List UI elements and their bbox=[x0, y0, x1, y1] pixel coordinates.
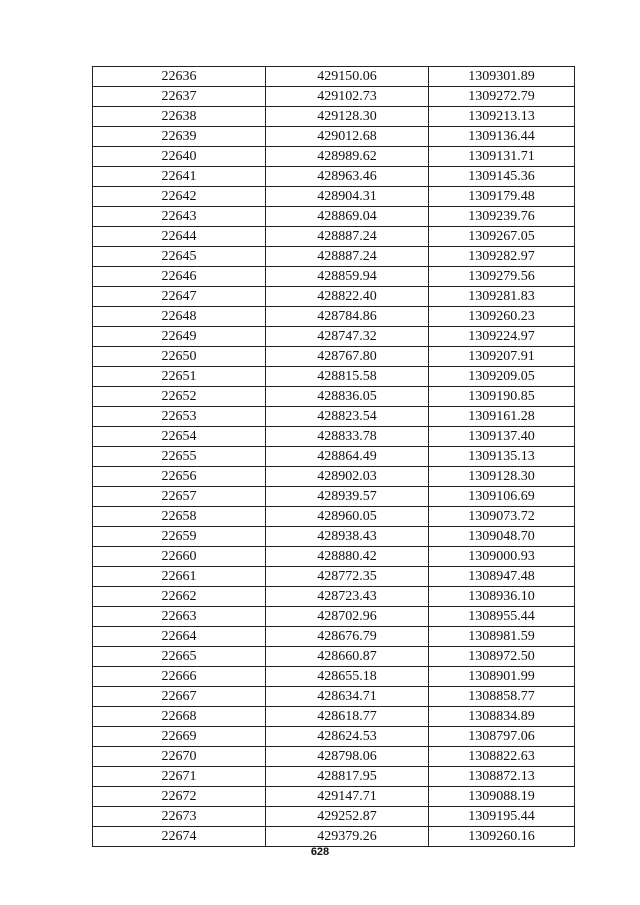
y-coordinate-cell: 1309224.97 bbox=[429, 327, 575, 347]
table-row bbox=[93, 427, 575, 447]
table-row bbox=[93, 267, 575, 287]
y-coordinate-cell: 1309106.69 bbox=[429, 487, 575, 507]
y-coordinate-cell: 1308947.48 bbox=[429, 567, 575, 587]
x-coordinate-cell: 429379.26 bbox=[266, 827, 429, 847]
point-id-cell: 22669 bbox=[93, 727, 266, 747]
y-coordinate-cell: 1308972.50 bbox=[429, 647, 575, 667]
x-coordinate-cell: 428723.43 bbox=[266, 587, 429, 607]
x-coordinate-cell: 428815.58 bbox=[266, 367, 429, 387]
point-id-cell: 22650 bbox=[93, 347, 266, 367]
x-coordinate-cell: 429252.87 bbox=[266, 807, 429, 827]
table-row bbox=[93, 347, 575, 367]
table-row bbox=[93, 167, 575, 187]
point-id-cell: 22661 bbox=[93, 567, 266, 587]
table-row bbox=[93, 807, 575, 827]
table-row bbox=[93, 607, 575, 627]
point-id-cell: 22639 bbox=[93, 127, 266, 147]
table-row bbox=[93, 327, 575, 347]
point-id-cell: 22665 bbox=[93, 647, 266, 667]
x-coordinate-cell: 428702.96 bbox=[266, 607, 429, 627]
x-coordinate-cell: 429150.06 bbox=[266, 67, 429, 87]
x-coordinate-cell: 428823.54 bbox=[266, 407, 429, 427]
x-coordinate-cell: 428634.71 bbox=[266, 687, 429, 707]
x-coordinate-cell: 428784.86 bbox=[266, 307, 429, 327]
point-id-cell: 22674 bbox=[93, 827, 266, 847]
table-row bbox=[93, 447, 575, 467]
point-id-cell: 22649 bbox=[93, 327, 266, 347]
table-row bbox=[93, 287, 575, 307]
table-row bbox=[93, 627, 575, 647]
point-id-cell: 22660 bbox=[93, 547, 266, 567]
y-coordinate-cell: 1309301.89 bbox=[429, 67, 575, 87]
point-id-cell: 22647 bbox=[93, 287, 266, 307]
y-coordinate-cell: 1308955.44 bbox=[429, 607, 575, 627]
y-coordinate-cell: 1309260.16 bbox=[429, 827, 575, 847]
x-coordinate-cell: 429012.68 bbox=[266, 127, 429, 147]
point-id-cell: 22666 bbox=[93, 667, 266, 687]
table-row bbox=[93, 127, 575, 147]
table-row bbox=[93, 507, 575, 527]
table-row bbox=[93, 407, 575, 427]
y-coordinate-cell: 1309213.13 bbox=[429, 107, 575, 127]
table-row bbox=[93, 827, 575, 847]
coordinate-table bbox=[92, 66, 575, 847]
y-coordinate-cell: 1309272.79 bbox=[429, 87, 575, 107]
x-coordinate-cell: 428939.57 bbox=[266, 487, 429, 507]
x-coordinate-cell: 428767.80 bbox=[266, 347, 429, 367]
point-id-cell: 22636 bbox=[93, 67, 266, 87]
table-row bbox=[93, 647, 575, 667]
y-coordinate-cell: 1309279.56 bbox=[429, 267, 575, 287]
point-id-cell: 22645 bbox=[93, 247, 266, 267]
point-id-cell: 22668 bbox=[93, 707, 266, 727]
point-id-cell: 22673 bbox=[93, 807, 266, 827]
x-coordinate-cell: 429147.71 bbox=[266, 787, 429, 807]
x-coordinate-cell: 428660.87 bbox=[266, 647, 429, 667]
point-id-cell: 22643 bbox=[93, 207, 266, 227]
x-coordinate-cell: 428836.05 bbox=[266, 387, 429, 407]
table-row bbox=[93, 387, 575, 407]
x-coordinate-cell: 429128.30 bbox=[266, 107, 429, 127]
table-row bbox=[93, 667, 575, 687]
table-row bbox=[93, 767, 575, 787]
x-coordinate-cell: 428859.94 bbox=[266, 267, 429, 287]
y-coordinate-cell: 1308936.10 bbox=[429, 587, 575, 607]
table-row bbox=[93, 307, 575, 327]
y-coordinate-cell: 1308858.77 bbox=[429, 687, 575, 707]
y-coordinate-cell: 1309131.71 bbox=[429, 147, 575, 167]
table-row bbox=[93, 467, 575, 487]
y-coordinate-cell: 1309260.23 bbox=[429, 307, 575, 327]
y-coordinate-cell: 1309267.05 bbox=[429, 227, 575, 247]
table-row bbox=[93, 487, 575, 507]
y-coordinate-cell: 1308872.13 bbox=[429, 767, 575, 787]
y-coordinate-cell: 1309179.48 bbox=[429, 187, 575, 207]
y-coordinate-cell: 1309282.97 bbox=[429, 247, 575, 267]
point-id-cell: 22658 bbox=[93, 507, 266, 527]
point-id-cell: 22651 bbox=[93, 367, 266, 387]
point-id-cell: 22653 bbox=[93, 407, 266, 427]
x-coordinate-cell: 428989.62 bbox=[266, 147, 429, 167]
x-coordinate-cell: 428618.77 bbox=[266, 707, 429, 727]
point-id-cell: 22670 bbox=[93, 747, 266, 767]
x-coordinate-cell: 428880.42 bbox=[266, 547, 429, 567]
y-coordinate-cell: 1309195.44 bbox=[429, 807, 575, 827]
x-coordinate-cell: 428963.46 bbox=[266, 167, 429, 187]
table-row bbox=[93, 547, 575, 567]
y-coordinate-cell: 1309209.05 bbox=[429, 367, 575, 387]
x-coordinate-cell: 428655.18 bbox=[266, 667, 429, 687]
table-row bbox=[93, 87, 575, 107]
coordinate-table-body bbox=[93, 67, 575, 847]
table-row bbox=[93, 587, 575, 607]
y-coordinate-cell: 1309281.83 bbox=[429, 287, 575, 307]
y-coordinate-cell: 1308822.63 bbox=[429, 747, 575, 767]
x-coordinate-cell: 428887.24 bbox=[266, 227, 429, 247]
table-row bbox=[93, 67, 575, 87]
table-row bbox=[93, 707, 575, 727]
point-id-cell: 22646 bbox=[93, 267, 266, 287]
point-id-cell: 22644 bbox=[93, 227, 266, 247]
point-id-cell: 22641 bbox=[93, 167, 266, 187]
x-coordinate-cell: 428887.24 bbox=[266, 247, 429, 267]
table-row bbox=[93, 147, 575, 167]
point-id-cell: 22655 bbox=[93, 447, 266, 467]
x-coordinate-cell: 428772.35 bbox=[266, 567, 429, 587]
table-row bbox=[93, 747, 575, 767]
point-id-cell: 22662 bbox=[93, 587, 266, 607]
point-id-cell: 22642 bbox=[93, 187, 266, 207]
y-coordinate-cell: 1309239.76 bbox=[429, 207, 575, 227]
y-coordinate-cell: 1308901.99 bbox=[429, 667, 575, 687]
point-id-cell: 22657 bbox=[93, 487, 266, 507]
point-id-cell: 22671 bbox=[93, 767, 266, 787]
y-coordinate-cell: 1308981.59 bbox=[429, 627, 575, 647]
y-coordinate-cell: 1309161.28 bbox=[429, 407, 575, 427]
x-coordinate-cell: 428817.95 bbox=[266, 767, 429, 787]
table-row bbox=[93, 247, 575, 267]
x-coordinate-cell: 428938.43 bbox=[266, 527, 429, 547]
page-number: 628 bbox=[310, 846, 330, 858]
y-coordinate-cell: 1309135.13 bbox=[429, 447, 575, 467]
y-coordinate-cell: 1309128.30 bbox=[429, 467, 575, 487]
x-coordinate-cell: 429102.73 bbox=[266, 87, 429, 107]
y-coordinate-cell: 1308834.89 bbox=[429, 707, 575, 727]
table-row bbox=[93, 187, 575, 207]
point-id-cell: 22648 bbox=[93, 307, 266, 327]
x-coordinate-cell: 428960.05 bbox=[266, 507, 429, 527]
x-coordinate-cell: 428747.32 bbox=[266, 327, 429, 347]
x-coordinate-cell: 428798.06 bbox=[266, 747, 429, 767]
y-coordinate-cell: 1309137.40 bbox=[429, 427, 575, 447]
x-coordinate-cell: 428676.79 bbox=[266, 627, 429, 647]
y-coordinate-cell: 1309073.72 bbox=[429, 507, 575, 527]
x-coordinate-cell: 428864.49 bbox=[266, 447, 429, 467]
y-coordinate-cell: 1309136.44 bbox=[429, 127, 575, 147]
x-coordinate-cell: 428833.78 bbox=[266, 427, 429, 447]
point-id-cell: 22637 bbox=[93, 87, 266, 107]
table-row bbox=[93, 727, 575, 747]
point-id-cell: 22659 bbox=[93, 527, 266, 547]
point-id-cell: 22672 bbox=[93, 787, 266, 807]
point-id-cell: 22638 bbox=[93, 107, 266, 127]
table-row bbox=[93, 207, 575, 227]
x-coordinate-cell: 428869.04 bbox=[266, 207, 429, 227]
y-coordinate-cell: 1309048.70 bbox=[429, 527, 575, 547]
point-id-cell: 22640 bbox=[93, 147, 266, 167]
x-coordinate-cell: 428822.40 bbox=[266, 287, 429, 307]
y-coordinate-cell: 1309088.19 bbox=[429, 787, 575, 807]
table-row bbox=[93, 107, 575, 127]
point-id-cell: 22656 bbox=[93, 467, 266, 487]
table-row bbox=[93, 527, 575, 547]
table-row bbox=[93, 227, 575, 247]
y-coordinate-cell: 1309207.91 bbox=[429, 347, 575, 367]
x-coordinate-cell: 428624.53 bbox=[266, 727, 429, 747]
y-coordinate-cell: 1309000.93 bbox=[429, 547, 575, 567]
table-row bbox=[93, 567, 575, 587]
table-row bbox=[93, 687, 575, 707]
point-id-cell: 22664 bbox=[93, 627, 266, 647]
y-coordinate-cell: 1309190.85 bbox=[429, 387, 575, 407]
table-row bbox=[93, 787, 575, 807]
point-id-cell: 22654 bbox=[93, 427, 266, 447]
x-coordinate-cell: 428902.03 bbox=[266, 467, 429, 487]
y-coordinate-cell: 1308797.06 bbox=[429, 727, 575, 747]
x-coordinate-cell: 428904.31 bbox=[266, 187, 429, 207]
point-id-cell: 22667 bbox=[93, 687, 266, 707]
y-coordinate-cell: 1309145.36 bbox=[429, 167, 575, 187]
point-id-cell: 22663 bbox=[93, 607, 266, 627]
table-row bbox=[93, 367, 575, 387]
point-id-cell: 22652 bbox=[93, 387, 266, 407]
